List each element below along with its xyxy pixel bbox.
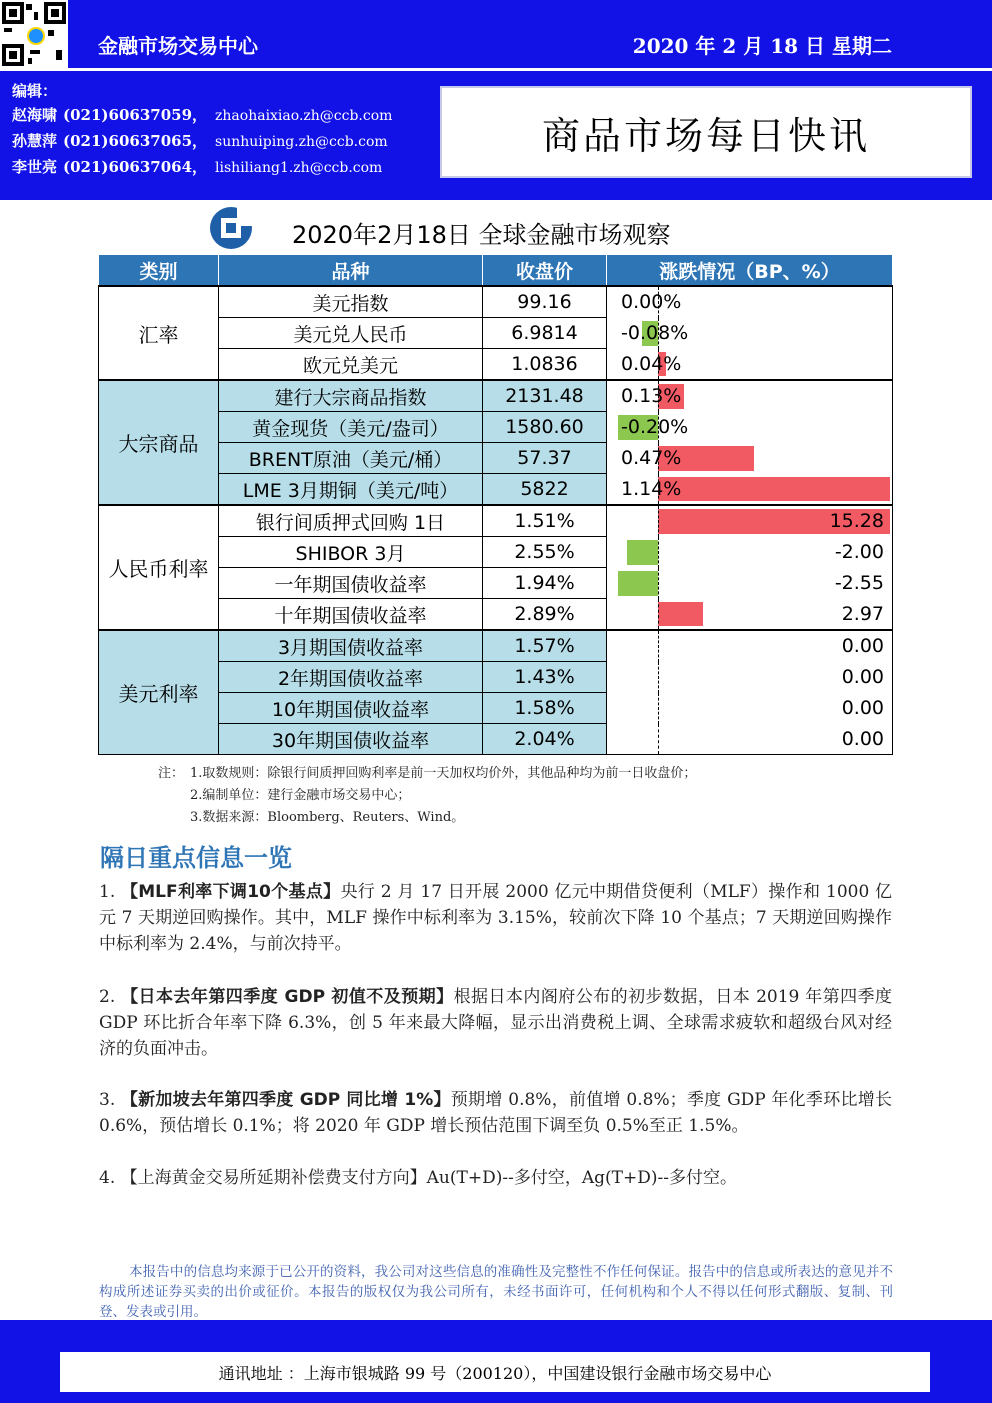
report-date: 2020 年 2 月 18 日 星期二: [632, 34, 892, 58]
zero-axis-line: [658, 599, 659, 630]
col-header-item: 品种: [219, 255, 483, 287]
editor-row: [12, 156, 392, 182]
news-item: [99, 1087, 892, 1139]
close-cell: 1.58%: [483, 693, 607, 724]
item-cell: 欧元兑美元: [219, 349, 483, 381]
table-row: [99, 568, 893, 599]
item-cell: 十年期国债收益率: [219, 599, 483, 631]
table-row: [99, 349, 893, 381]
qr-finder-icon: [2, 44, 24, 66]
change-cell: [607, 630, 893, 662]
editors-block: [12, 80, 392, 182]
qr-center-icon: [27, 27, 45, 45]
close-cell: 2131.48: [483, 380, 607, 412]
change-cell: [607, 693, 893, 724]
close-cell: 1.0836: [483, 349, 607, 381]
disclaimer: 本报告中的信息均来源于已公开的资料，我公司对这些信息的准确性及完整性不作任何保证。报告中的信息或所表达的意见并不构成所述证券买卖的出价或征价。本报告的版权仅为我公司所有，未经书面许可，任何机构和个人不得以任何形式翻版、复制、刊登、发表或引用。: [99, 1264, 893, 1320]
close-cell: 6.9814: [483, 318, 607, 349]
org-name: 金融市场交易中心: [98, 34, 258, 58]
close-cell: 2.04%: [483, 724, 607, 755]
editor-row: [12, 130, 392, 156]
item-cell: 30年期国债收益率: [219, 724, 483, 755]
change-bar: [658, 477, 890, 502]
zero-axis-line: [658, 506, 659, 537]
table-header-row: [99, 255, 893, 287]
note-text: 2.编制单位：建行金融市场交易中心；: [190, 788, 411, 803]
qr-dot: [56, 50, 62, 60]
change-cell: [607, 474, 893, 506]
category-cell: 人民币利率: [99, 505, 219, 630]
change-cell: [607, 380, 893, 412]
editors-label: 编辑：: [12, 82, 58, 100]
col-header-close: 收盘价: [483, 255, 607, 287]
report-title-box: [440, 86, 972, 178]
qr-finder-icon: [2, 2, 24, 24]
note-text: 3.数据来源：Bloomberg、Reuters、Wind。: [190, 810, 465, 825]
news-number: 1.: [99, 882, 121, 902]
news-body: 央行 2 月 17 日开展 2000 亿元中期借贷便利（MLF）操作和 1000 亿元 7 天期逆回购操作。其中，MLF 操作中标利率为 3.15%，较前次下降 10 个基点；7 天期逆回购操作中标利率为 2.4%，与前次持平。: [99, 882, 892, 954]
change-label: -2.00: [834, 540, 884, 563]
change-cell: [607, 443, 893, 474]
news-item: [99, 1165, 892, 1191]
change-label: 0.47%: [621, 446, 682, 469]
note-line: [158, 762, 697, 784]
change-label: 0.00: [841, 727, 884, 750]
item-cell: 10年期国债收益率: [219, 693, 483, 724]
news-title: 【MLF利率下调10个基点】: [120, 882, 341, 902]
table-row: [99, 318, 893, 349]
item-cell: BRENT原油（美元/桶）: [219, 443, 483, 474]
change-label: -0.20%: [621, 415, 689, 438]
zero-axis-line: [658, 568, 659, 599]
table-row: [99, 505, 893, 537]
editor-email[interactable]: zhaohaixiao.zh@ccb.com: [215, 108, 393, 124]
news-number: 3.: [99, 1090, 121, 1110]
editor-phone: (021)60637059，: [63, 106, 208, 124]
qr-dot: [28, 58, 32, 64]
table-row: [99, 662, 893, 693]
table-row: [99, 724, 893, 755]
change-label: 2.97: [841, 602, 884, 625]
change-label: 0.00%: [621, 291, 682, 313]
col-header-category: 类别: [99, 255, 219, 287]
item-cell: 美元兑人民币: [219, 318, 483, 349]
news-item: [99, 984, 892, 1062]
news-body: 根据日本内阁府公布的初步数据，日本 2019 年第四季度 GDP 环比折合年率下降 6.3%，创 5 年来最大降幅，显示出消费税上调、全球需求疲软和超级台风对经济的负面冲击。: [99, 987, 892, 1059]
news-title: 【新加坡去年第四季度 GDP 同比增 1%】: [120, 1090, 451, 1110]
close-cell: 1.51%: [483, 505, 607, 537]
item-cell: 黄金现货（美元/盎司）: [219, 412, 483, 443]
zero-axis-line: [658, 631, 659, 662]
item-cell: SHIBOR 3月: [219, 537, 483, 568]
change-cell: [607, 537, 893, 568]
qr-dot: [26, 4, 32, 10]
close-cell: 1.94%: [483, 568, 607, 599]
table-row: [99, 380, 893, 412]
market-table: [98, 254, 892, 755]
change-cell: [607, 349, 893, 381]
close-cell: 1.57%: [483, 630, 607, 662]
table-row: [99, 693, 893, 724]
change-label: 0.13%: [621, 385, 682, 407]
change-cell: [607, 505, 893, 537]
zero-axis-line: [658, 662, 659, 693]
news-number: 2.: [99, 987, 122, 1007]
footer-address: 通讯地址 ：上海市银城路 99 号（200120），中国建设银行金融市场交易中心: [218, 1363, 772, 1383]
section-title: 2020年2月18日 全球金融市场观察: [292, 221, 671, 249]
change-bar: [658, 602, 703, 627]
table-row: [99, 412, 893, 443]
qr-dot: [30, 50, 40, 54]
change-label: 0.04%: [621, 352, 682, 375]
qr-dot: [4, 28, 12, 32]
change-cell: [607, 286, 893, 318]
close-cell: 2.55%: [483, 537, 607, 568]
table-row: [99, 443, 893, 474]
editor-email[interactable]: sunhuiping.zh@ccb.com: [215, 134, 388, 150]
change-bar: [627, 540, 658, 565]
change-cell: [607, 318, 893, 349]
note-line: [190, 784, 696, 806]
table-notes: [158, 762, 697, 828]
change-label: 0.00: [841, 635, 884, 657]
item-cell: LME 3月期铜（美元/吨）: [219, 474, 483, 506]
news-body: Au(T+D)--多付空，Ag(T+D)--多付空。: [426, 1168, 737, 1188]
change-cell: [607, 662, 893, 693]
change-cell: [607, 724, 893, 755]
close-cell: 5822: [483, 474, 607, 506]
close-cell: 1.43%: [483, 662, 607, 693]
qr-dot: [34, 12, 38, 20]
col-header-change: 涨跌情况（BP、%）: [607, 255, 893, 287]
editor-row: [12, 104, 392, 130]
change-label: 1.14%: [621, 477, 682, 500]
change-label: 15.28: [829, 510, 884, 532]
news-number: 4.: [99, 1168, 121, 1188]
close-cell: 1580.60: [483, 412, 607, 443]
header-divider: [0, 68, 992, 71]
close-cell: 99.16: [483, 286, 607, 318]
item-cell: 建行大宗商品指数: [219, 380, 483, 412]
category-cell: 美元利率: [99, 630, 219, 755]
change-label: -2.55: [834, 571, 884, 594]
item-cell: 银行间质押式回购 1日: [219, 505, 483, 537]
item-cell: 2年期国债收益率: [219, 662, 483, 693]
table-row: [99, 537, 893, 568]
item-cell: 一年期国债收益率: [219, 568, 483, 599]
editor-name: 李世亮: [12, 158, 58, 176]
category-cell: 大宗商品: [99, 380, 219, 505]
zero-axis-line: [658, 724, 659, 755]
editor-phone: (021)60637064，: [63, 158, 208, 176]
zero-axis-line: [658, 537, 659, 568]
close-cell: 2.89%: [483, 599, 607, 631]
table-row: [99, 630, 893, 662]
news-item: [99, 879, 892, 957]
editor-name: 赵海啸: [12, 106, 58, 124]
table-row: [99, 599, 893, 631]
change-label: -0.08%: [621, 321, 689, 344]
footer-address-box: [60, 1352, 930, 1392]
zero-axis-line: [658, 693, 659, 724]
qr-code-icon: [0, 0, 68, 68]
news-title: 【上海黄金交易所延期补偿费支付方向】: [120, 1168, 427, 1188]
change-bar: [618, 571, 658, 596]
table-row: [99, 286, 893, 318]
table-row: [99, 474, 893, 506]
ccb-logo-icon: [207, 206, 255, 250]
note-line: [190, 806, 696, 828]
editor-name: 孙慧萍: [12, 132, 58, 150]
change-cell: [607, 599, 893, 631]
news-body: 预期增 0.8%，前值增 0.8%；季度 GDP 年化季环比增长 0.6%，预估增长 0.1%；将 2020 年 GDP 增长预估范围下调至负 0.5%至正 1.5%。: [99, 1090, 892, 1136]
item-cell: 3月期国债收益率: [219, 630, 483, 662]
news-title: 【日本去年第四季度 GDP 初值不及预期】: [121, 987, 454, 1007]
editor-phone: (021)60637065，: [63, 132, 208, 150]
change-label: 0.00: [841, 665, 884, 688]
report-title: 商品市场每日快讯: [541, 113, 870, 158]
note-prefix: 注：: [158, 766, 185, 781]
note-text: 1.取数规则：除银行间质押回购利率是前一天加权均价外，其他品种均为前一日收盘价；: [190, 766, 697, 781]
news-heading: 隔日重点信息一览: [100, 844, 292, 872]
item-cell: 美元指数: [219, 286, 483, 318]
qr-finder-icon: [44, 2, 66, 24]
change-cell: [607, 412, 893, 443]
table-body: [99, 286, 893, 755]
editor-email[interactable]: lishiliang1.zh@ccb.com: [215, 160, 383, 176]
category-cell: 汇率: [99, 286, 219, 380]
change-cell: [607, 568, 893, 599]
close-cell: 57.37: [483, 443, 607, 474]
qr-dot: [48, 30, 54, 36]
change-label: 0.00: [841, 696, 884, 719]
